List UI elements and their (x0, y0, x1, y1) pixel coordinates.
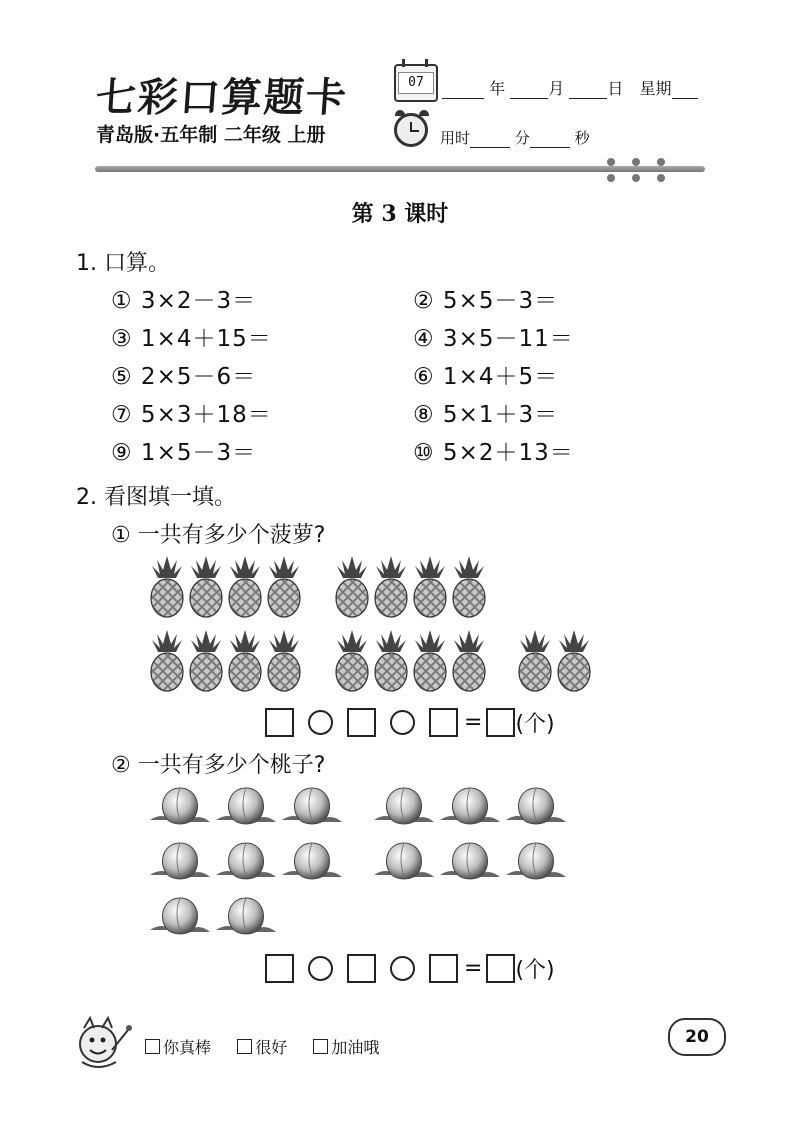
problem-4: ④ 3×5－11＝ (413, 326, 574, 352)
divider-pin (609, 158, 613, 182)
pineapple-icon (450, 554, 488, 618)
problem-5: ⑤ 2×5－6＝ (111, 364, 257, 390)
divider-pin (659, 158, 663, 182)
answer-box[interactable] (486, 954, 515, 983)
answer-box[interactable] (347, 954, 376, 983)
pineapple-icon (333, 628, 371, 692)
pineapple-icon (265, 628, 303, 692)
pineapple-icon (187, 554, 225, 618)
peach-icon (280, 837, 344, 885)
peach-icon (504, 837, 568, 885)
brand-title: 七彩口算题卡 (94, 74, 350, 121)
pineapple-icon (372, 628, 410, 692)
operator-circle[interactable] (308, 710, 333, 735)
calendar-number: 07 (398, 72, 434, 94)
operator-circle[interactable] (308, 956, 333, 981)
q2-title: 2. 看图填一填。 (76, 485, 236, 510)
pineapple-group-4 (333, 628, 488, 692)
answer-box[interactable] (429, 954, 458, 983)
unit-label: (个) (515, 712, 555, 737)
peach-icon (504, 782, 568, 830)
option-good[interactable]: 很好 (237, 1038, 287, 1057)
pineapple-icon (411, 628, 449, 692)
peach-group-1 (148, 782, 344, 830)
peach-icon (438, 837, 502, 885)
problem-3: ③ 1×4＋15＝ (111, 326, 272, 352)
self-evaluation (145, 1035, 379, 1058)
pineapple-icon (226, 628, 264, 692)
equals-sign: = (464, 956, 483, 981)
calendar-icon (394, 64, 438, 102)
pineapple-icon (372, 554, 410, 618)
problem-10: ⑩ 5×2＋13＝ (413, 440, 574, 466)
operator-circle[interactable] (390, 956, 415, 981)
pineapple-icon (555, 628, 593, 692)
pineapple-icon (148, 554, 186, 618)
equals-sign: = (464, 710, 483, 735)
pineapple-icon (148, 628, 186, 692)
answer-row-2 (265, 953, 555, 984)
q2-sub1: ① 一共有多少个菠萝? (111, 523, 326, 548)
answer-box[interactable] (486, 708, 515, 737)
problem-1: ① 3×2－3＝ (111, 288, 257, 314)
pineapple-group-5 (516, 628, 593, 692)
answer-row-1 (265, 707, 555, 738)
date-field[interactable]: 年 月 日 星期 (442, 76, 698, 99)
pineapple-icon (333, 554, 371, 618)
divider-pin (634, 158, 638, 182)
pineapple-group-2 (333, 554, 488, 618)
answer-box[interactable] (429, 708, 458, 737)
page-number: 20 (668, 1018, 726, 1056)
pineapple-icon (411, 554, 449, 618)
peach-group-5 (148, 892, 278, 940)
answer-box[interactable] (347, 708, 376, 737)
pineapple-icon (226, 554, 264, 618)
problem-7: ⑦ 5×3＋18＝ (111, 402, 272, 428)
option-great[interactable]: 你真棒 (145, 1038, 211, 1057)
operator-circle[interactable] (390, 710, 415, 735)
answer-box[interactable] (265, 954, 294, 983)
q1-title: 1. 口算。 (76, 251, 170, 276)
edition-label: 青岛版·五年制 二年级 上册 (96, 124, 326, 146)
clock-icon (394, 113, 428, 147)
peach-icon (148, 837, 212, 885)
q2-sub2: ② 一共有多少个桃子? (111, 753, 326, 778)
problem-8: ⑧ 5×1＋3＝ (413, 402, 559, 428)
problem-6: ⑥ 1×4＋5＝ (413, 364, 559, 390)
header-divider (95, 166, 705, 172)
pineapple-icon (516, 628, 554, 692)
peach-icon (372, 782, 436, 830)
peach-icon (214, 837, 278, 885)
answer-box[interactable] (265, 708, 294, 737)
peach-icon (280, 782, 344, 830)
peach-icon (148, 892, 212, 940)
lesson-title: 第 3 课时 (351, 201, 449, 227)
peach-icon (438, 782, 502, 830)
pineapple-icon (450, 628, 488, 692)
problem-2: ② 5×5－3＝ (413, 288, 559, 314)
pineapple-group-3 (148, 628, 303, 692)
pineapple-icon (265, 554, 303, 618)
mascot-icon (72, 1010, 136, 1072)
peach-group-2 (372, 782, 568, 830)
peach-group-4 (372, 837, 568, 885)
option-keep-going[interactable]: 加油哦 (313, 1038, 379, 1057)
time-field[interactable]: 用时 分 秒 (440, 129, 590, 147)
problem-9: ⑨ 1×5－3＝ (111, 440, 257, 466)
peach-group-3 (148, 837, 344, 885)
peach-icon (214, 782, 278, 830)
pineapple-group-1 (148, 554, 303, 618)
peach-icon (372, 837, 436, 885)
pineapple-icon (187, 628, 225, 692)
unit-label: (个) (515, 958, 555, 983)
peach-icon (148, 782, 212, 830)
peach-icon (214, 892, 278, 940)
